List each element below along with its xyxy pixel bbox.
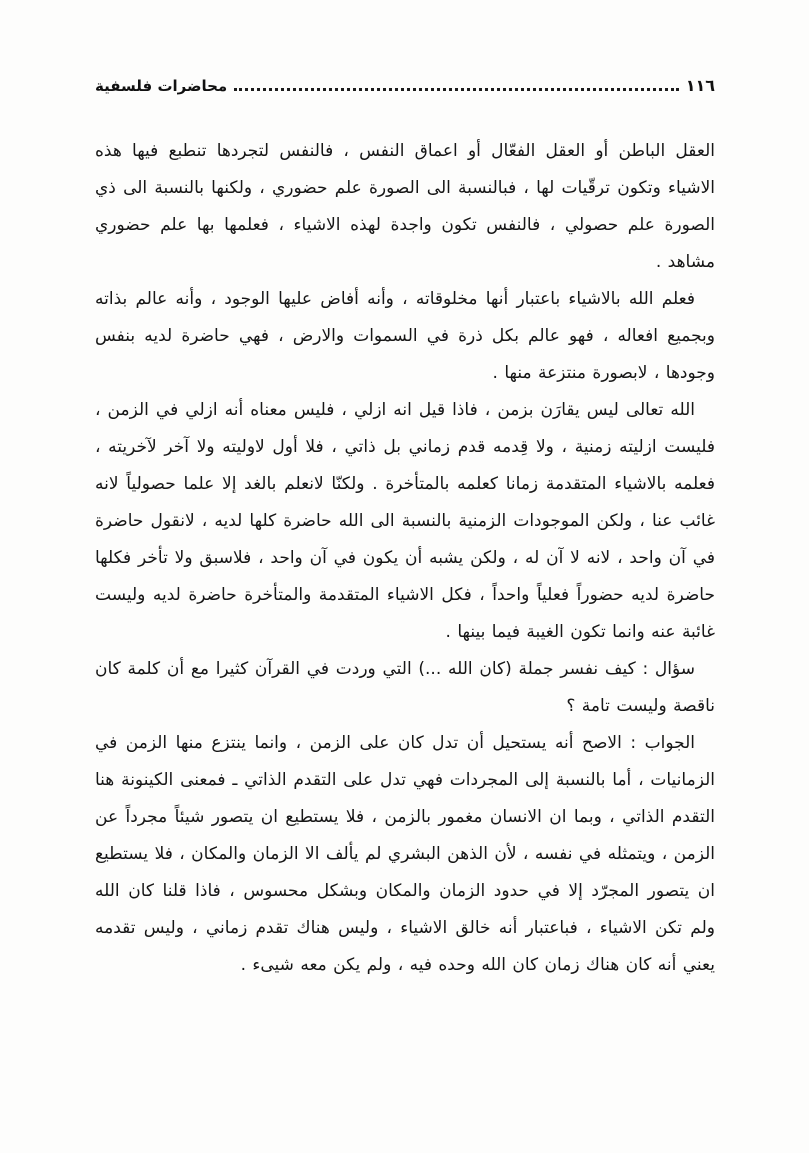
dotted-leader (234, 88, 678, 91)
body-text (95, 133, 715, 984)
running-header (95, 76, 715, 95)
paragraph-question: سؤال : كيف نفسر جملة (كان الله ...) التي وردت في القرآن كثيرا مع أن كلمة كان ناقصة وليست تامة ؟ (95, 659, 715, 716)
paragraph: الله تعالى ليس يقارَن بزمن ، فاذا قيل انه ازلي ، فليس معناه أنه ازلي في الزمن ، فليست ازليته زمنية ، ولا قِدمه قدم زماني بل ذاتي ، فلا أول لاوليته ولا آخر لآخريته ، فعلمه بالاشياء المتقدمة زمانا كعلمه بالمتأخرة . ولكنّا لانعلم بالغد إلا علما حصولياً لانه غائب عنا ، ولكن الموجودات الزمنية بالنسبة الى الله حاضرة كلها لديه ، لانقول حاضرة في آن واحد ، لانه لا آن له ، ولكن يشبه أن يكون في آن واحد ، فلاسبق ولا تأخر فكلها حاضرة لديه حضوراً فعلياً واحداً ، فكل الاشياء المتقدمة والمتأخرة حاضرة لديه وليست غائبة عنه وانما تكون الغيبة فيما بينها . (95, 400, 715, 642)
paragraph-answer: الجواب : الاصح أنه يستحيل أن تدل كان على الزمن ، وانما ينتزع منها الزمن في الزمانيات ، أما بالنسبة إلى المجردات فهي تدل على التقدم الذاتي ـ فمعنى الكينونة هنا التقدم الذاتي ، وبما ان الانسان مغمور بالزمن ، فلا يستطيع ان يتصور شيئاً مجرداً عن الزمن ، ويتمثله في نفسه ، لأن الذهن البشري لم يألف الا الزمان والمكان ، فلا يستطيع ان يتصور المجرّد إلا في حدود الزمان والمكان وبشكل محسوس ، فاذا قلنا كان الله ولم تكن الاشياء ، فباعتبار أنه خالق الاشياء ، وليس هناك تقدم زماني ، وليس تقدمه يعني أنه كان هناك زمان كان الله وحده فيه ، ولم يكن معه شيىء . (95, 733, 715, 975)
page-content (95, 76, 715, 984)
page-number: ١١٦ (685, 76, 715, 95)
book-title: محاضرات فلسفية (95, 77, 228, 95)
paragraph: العقل الباطن أو العقل الفعّال أو اعماق النفس ، فالنفس لتجردها تنطبع فيها هذه الاشياء وتكون ترقّيات لها ، فبالنسبة الى الصورة علم حضوري ، ولكنها بالنسبة الى ذي الصورة علم حصولي ، فالنفس تكون واجدة لهذه الاشياء ، فعلمها بها علم حضوري مشاهد . (95, 141, 715, 272)
paragraph: فعلم الله بالاشياء باعتبار أنها مخلوقاته ، وأنه أفاض عليها الوجود ، وأنه عالم بذاته وبجميع افعاله ، فهو عالم بكل ذرة في السموات والارض ، فهي حاضرة لديه بنفس وجودها ، لابصورة منتزعة منها . (95, 289, 715, 383)
